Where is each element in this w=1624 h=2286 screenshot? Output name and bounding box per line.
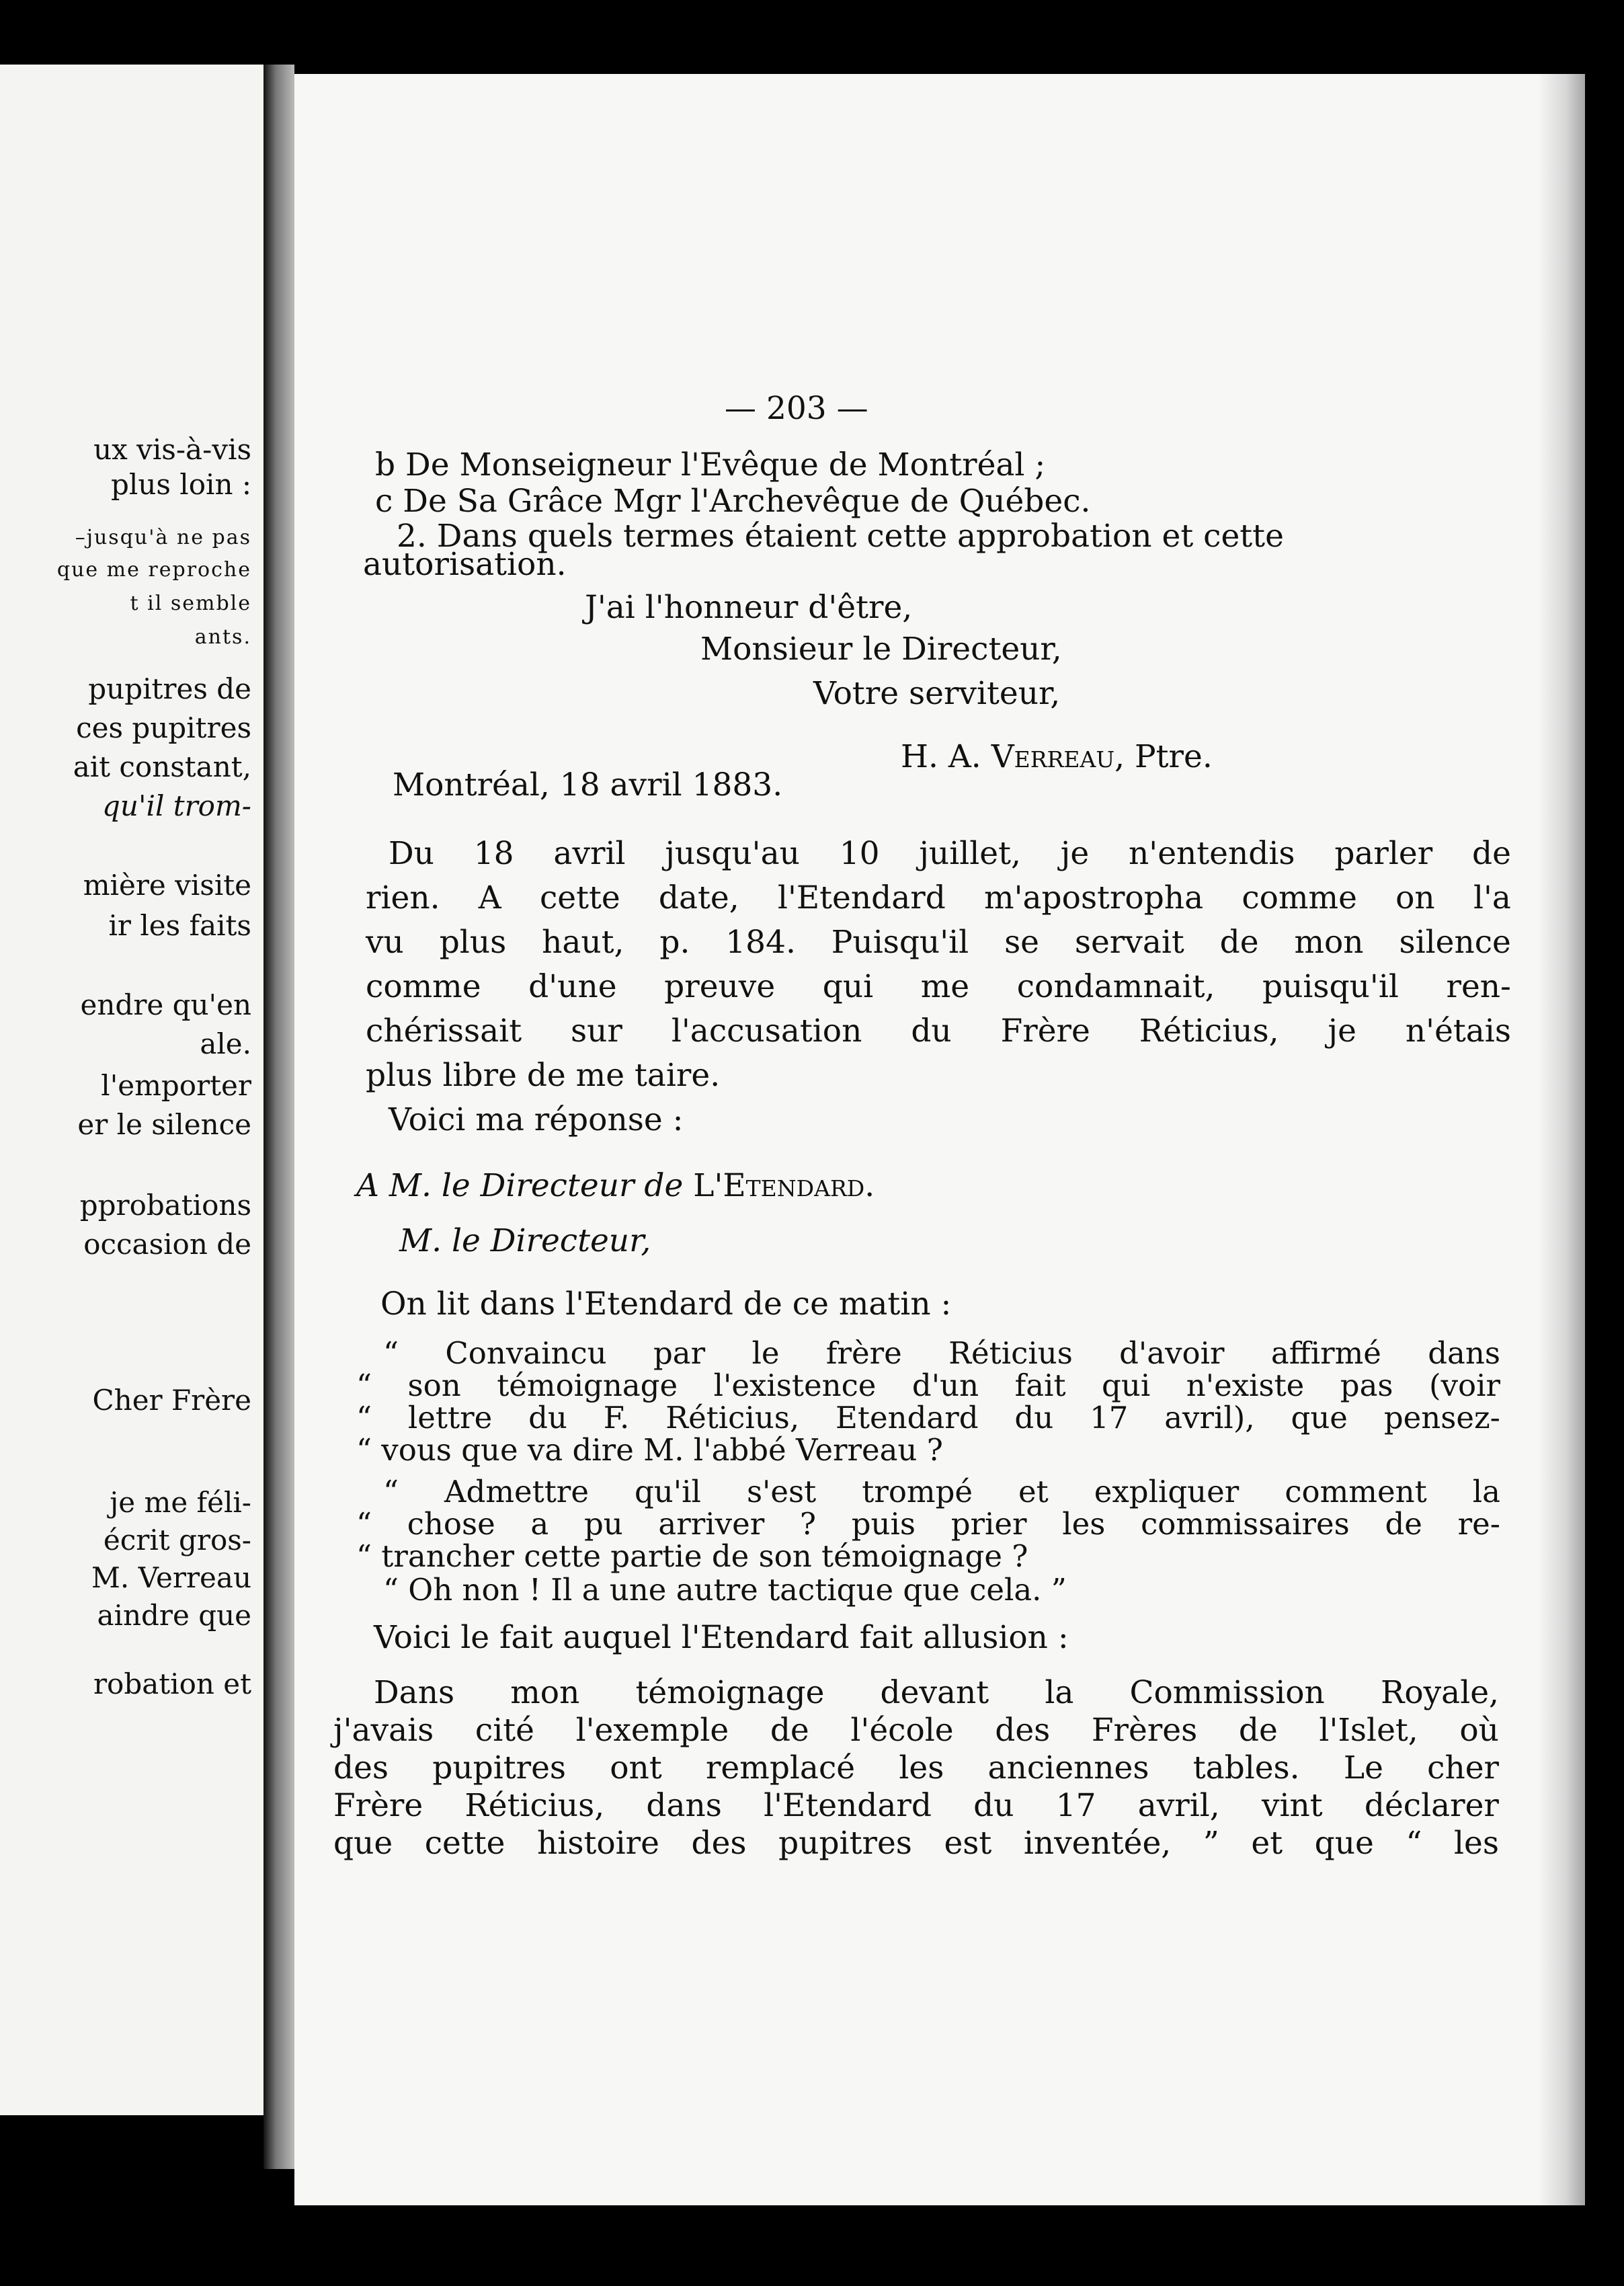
quote-line: “ son témoignage l'existence d'un fait qui n'existe pas (voir — [356, 1368, 1500, 1403]
list-item-2-cont: autorisation. — [363, 546, 567, 583]
left-line: mière visite — [83, 869, 251, 902]
left-line: ale. — [200, 1027, 251, 1060]
left-line: endre qu'en — [80, 988, 251, 1021]
paragraph-line: des pupitres ont remplacé les anciennes tables. Le cher — [333, 1749, 1499, 1786]
left-line: pprobations — [79, 1189, 251, 1222]
left-line: écrit gros- — [103, 1524, 251, 1556]
address-line — [356, 1167, 875, 1204]
dateline: Montréal, 18 avril 1883. — [393, 766, 783, 803]
left-line: ces pupitres — [76, 711, 251, 744]
quote-line: “ chose a pu arriver ? puis prier les commissaires de re- — [356, 1506, 1500, 1542]
left-line: robation et — [93, 1667, 251, 1700]
left-line: je me féli- — [110, 1486, 251, 1519]
signature-suffix: , Ptre. — [1114, 738, 1213, 775]
left-line: pupitres de — [88, 672, 251, 705]
paragraph-line: Dans mon témoignage devant la Commission Royale, — [374, 1674, 1499, 1711]
closing-line: Monsieur le Directeur, — [700, 631, 1062, 668]
left-line: t il semble — [130, 592, 251, 615]
list-item-c: c De Sa Grâce Mgr l'Archevêque de Québec. — [375, 483, 1091, 520]
left-line: aindre que — [97, 1599, 251, 1632]
newspaper-name: L'Etendard. — [693, 1167, 875, 1204]
left-line: qu'il trom- — [102, 789, 251, 822]
left-line: Cher Frère — [92, 1384, 251, 1417]
quote-line: “ Convaincu par le frère Réticius d'avoir affirmé dans — [383, 1335, 1500, 1371]
quote-line: “ Oh non ! Il a une autre tactique que cela. ” — [383, 1572, 1067, 1608]
voici-line: Voici ma réponse : — [389, 1101, 684, 1138]
quote-line: “ trancher cette partie de son témoignage ? — [356, 1538, 1028, 1574]
left-line: ants. — [194, 625, 251, 649]
closing-line: Votre serviteur, — [813, 675, 1061, 712]
address-prefix: A M. le Directeur de — [356, 1167, 684, 1204]
left-line: ir les faits — [108, 909, 251, 942]
paragraph-line: rien. A cette date, l'Etendard m'apostropha comme on l'a — [366, 879, 1511, 916]
paragraph-line: Du 18 avril jusqu'au 10 juillet, je n'entendis parler de — [389, 835, 1511, 872]
left-line: M. Verreau — [91, 1561, 251, 1594]
paragraph-line: chérissait sur l'accusation du Frère Réticius, je n'étais — [366, 1013, 1511, 1050]
left-line: ait constant, — [73, 750, 251, 783]
left-line: l'emporter — [101, 1069, 251, 1102]
list-item-2: 2. Dans quels termes étaient cette approbation et cette — [397, 518, 1284, 555]
left-line: ux vis-à-vis — [93, 433, 251, 466]
page-edge — [1538, 74, 1585, 2205]
closing-line: J'ai l'honneur d'être, — [585, 589, 913, 626]
page-number: — 203 — — [725, 390, 868, 427]
quote-line: “ lettre du F. Réticius, Etendard du 17 avril), que pensez- — [356, 1400, 1500, 1435]
left-line: que me reproche — [56, 558, 251, 582]
left-line: plus loin : — [111, 468, 251, 501]
left-page-fragment — [0, 65, 263, 2115]
left-line: –jusqu'à ne pas — [75, 526, 251, 549]
paragraph-line: vu plus haut, p. 184. Puisqu'il se servait de mon silence — [366, 924, 1511, 961]
intro-line: On lit dans l'Etendard de ce matin : — [380, 1286, 952, 1323]
intro-line: Voici le fait auquel l'Etendard fait allusion : — [374, 1619, 1069, 1656]
signature — [901, 738, 1213, 775]
book-page — [294, 74, 1585, 2205]
list-item-b: b De Monseigneur l'Evêque de Montréal ; — [375, 446, 1046, 483]
left-line: occasion de — [83, 1228, 251, 1261]
paragraph-line: Frère Réticius, dans l'Etendard du 17 avril, vint déclarer — [333, 1787, 1499, 1824]
signature-name: H. A. Verreau — [901, 738, 1115, 775]
paragraph-line: j'avais cité l'exemple de l'école des Frères de l'Islet, où — [333, 1712, 1499, 1749]
paragraph-line: que cette histoire des pupitres est inventée, ” et que “ les — [333, 1825, 1499, 1862]
left-line: er le silence — [77, 1108, 251, 1141]
paragraph-line: comme d'une preuve qui me condamnait, puisqu'il ren- — [366, 968, 1511, 1005]
book-gutter — [263, 65, 294, 2169]
quote-line: “ Admettre qu'il s'est trompé et expliquer comment la — [383, 1474, 1500, 1509]
quote-line: “ vous que va dire M. l'abbé Verreau ? — [356, 1432, 943, 1468]
salutation: M. le Directeur, — [399, 1222, 651, 1259]
paragraph-line: plus libre de me taire. — [366, 1057, 721, 1094]
